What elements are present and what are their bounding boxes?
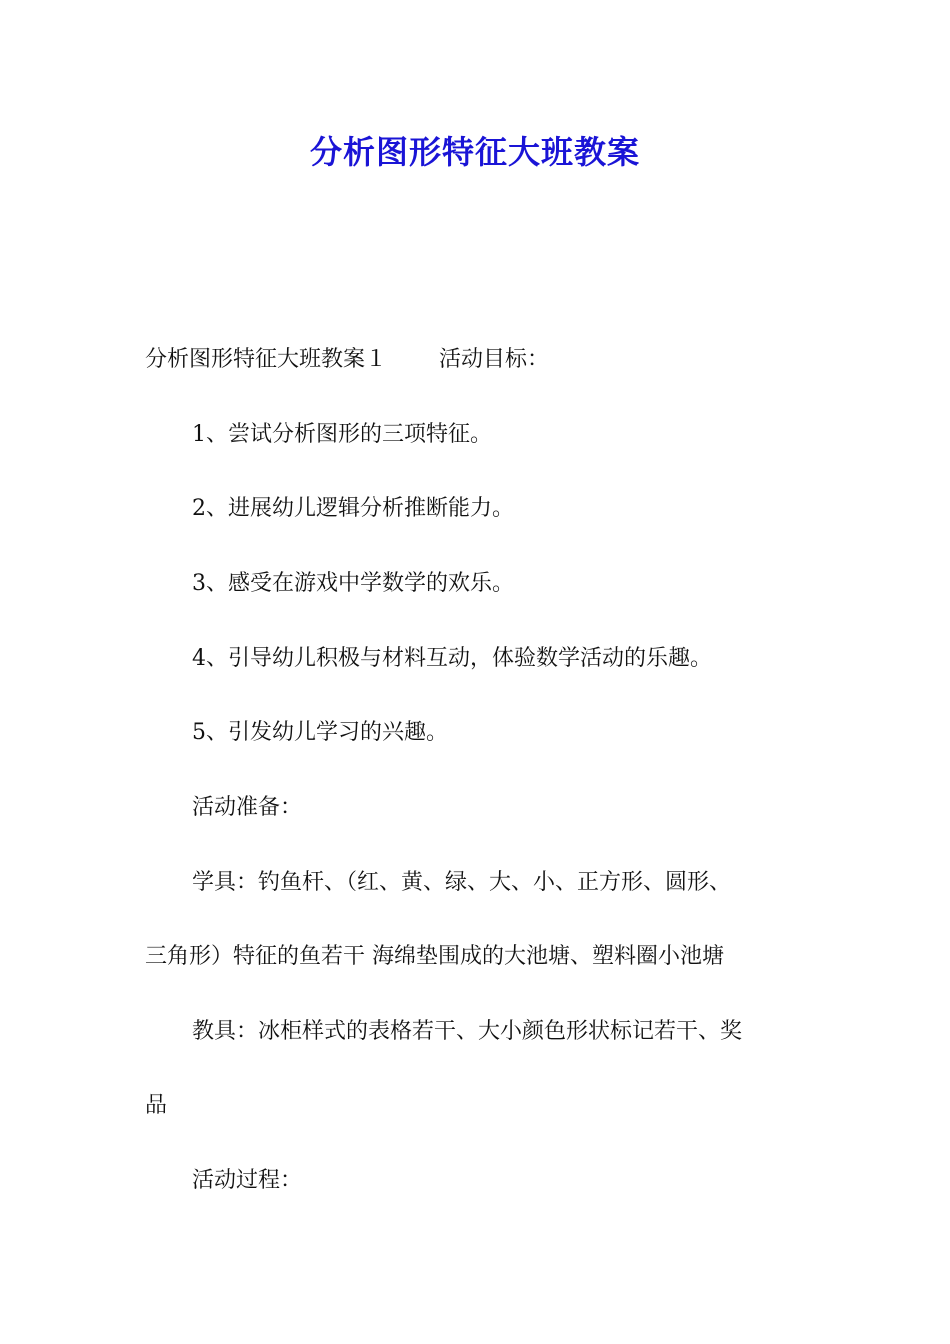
lesson-heading-line (145, 345, 549, 375)
student-tools-line: 学具：钓鱼杆、（红、黄、绿、大、小、正方形、圆形、 (192, 870, 732, 895)
goal-item: 4、引导幼儿积极与材料互动，体验数学活动的乐趣。 (192, 646, 712, 671)
teacher-tools-line: 教具：冰柜样式的表格若干、大小颜色形状标记若干、奖 (192, 1019, 743, 1044)
goal-item: 2、进展幼儿逻辑分析推断能力。 (192, 496, 514, 521)
document-title: 分析图形特征大班教案 (309, 133, 640, 171)
goal-item: 5、引发幼儿学习的兴趣。 (192, 720, 448, 745)
teacher-tools-line: 品 (145, 1093, 168, 1118)
lesson-plan-name: 分析图形特征大班教案１ (145, 347, 388, 372)
process-heading: 活动过程： (192, 1168, 303, 1193)
goal-item: 3、感受在游戏中学数学的欢乐。 (192, 571, 514, 596)
goal-item: 1、尝试分析图形的三项特征。 (192, 422, 492, 447)
student-tools-line: 三角形）特征的鱼若干 海绵垫围成的大池塘、塑料圈小池塘 (145, 944, 724, 969)
goals-heading: 活动目标： (439, 347, 550, 372)
prep-heading: 活动准备： (192, 795, 303, 820)
